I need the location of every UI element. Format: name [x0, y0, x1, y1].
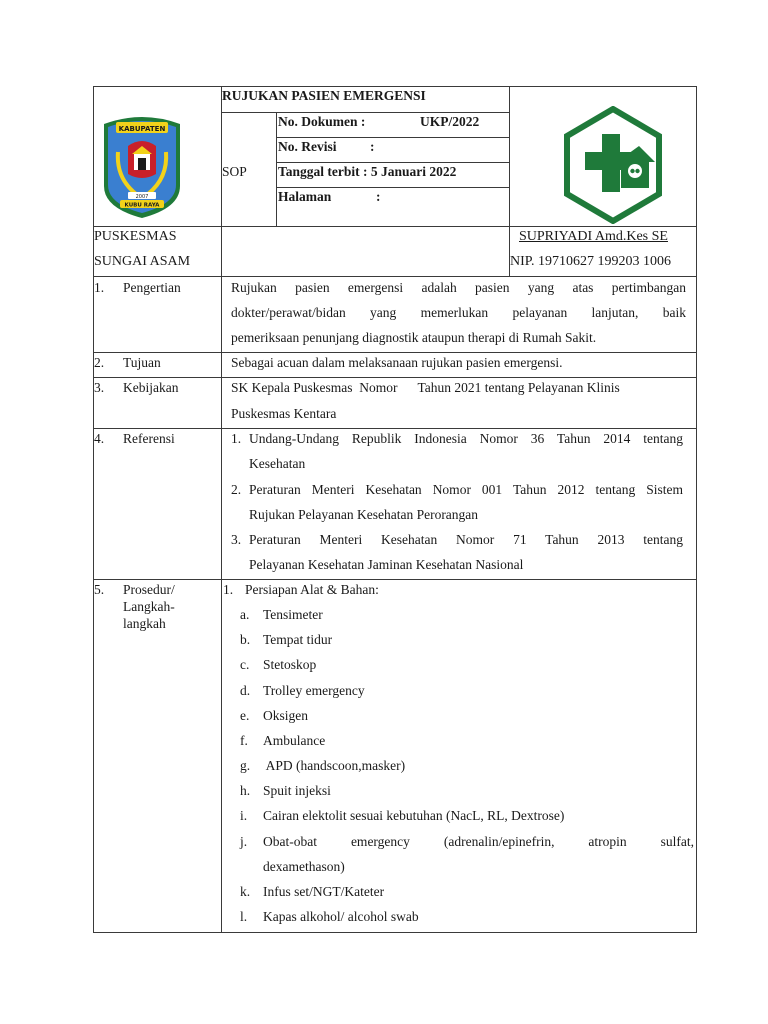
prosedur-label-line1: Prosedur/ [123, 582, 175, 597]
rule-pengertian-bottom [93, 352, 697, 353]
sop-label: SOP [222, 164, 247, 179]
rule-dokumen-bottom [276, 137, 509, 138]
tanggal-terbit: Tanggal terbit : 5 Januari 2022 [278, 164, 457, 179]
referensi-label: Referensi [123, 431, 175, 446]
alat-text: Obat-obat emergency (adrenalin/epinefrin, atropin sulfat, [263, 834, 694, 849]
alat-letter: k. [240, 884, 251, 899]
logo-text-bottom: KUBU RAYA [124, 202, 160, 209]
logo-year: 2007 [135, 194, 149, 200]
referensi-item-3-num: 3. [231, 532, 242, 547]
kebijakan-line-2: Puskesmas Kentara [231, 406, 337, 421]
referensi-item-3-line2: Pelayanan Kesehatan Jaminan Kesehatan Nasional [249, 557, 524, 572]
alat-text: Stetoskop [263, 657, 317, 672]
rule-org-bottom [93, 276, 697, 277]
referensi-item-1-num: 1. [231, 431, 242, 446]
halaman-colon: : [376, 189, 381, 204]
alat-letter: i. [240, 808, 248, 823]
alat-text: Oksigen [263, 708, 308, 723]
alat-text: Infus set/NGT/Kateter [263, 884, 385, 899]
prosedur-label-line3: langkah [123, 616, 166, 631]
border-left [93, 86, 94, 933]
halaman-label: Halaman [278, 189, 332, 204]
prosedur-label-line2: Langkah- [123, 599, 175, 614]
alat-letter: h. [240, 783, 251, 798]
alat-text: Trolley emergency [263, 683, 365, 698]
referensi-item-3-line1: Peraturan Menteri Kesehatan Nomor 71 Tahun 2013 tentang [249, 532, 683, 547]
pengertian-line-3: pemeriksaan penunjang diagnostik ataupun therapi di Rumah Sakit. [231, 330, 597, 345]
rule-referensi-bottom [93, 579, 697, 580]
referensi-item-2-num: 2. [231, 482, 242, 497]
alat-text: Cairan elektolit sesuai kebutuhan (NacL, RL, Dextrose) [263, 808, 565, 823]
alat-letter: f. [240, 733, 248, 748]
border-right [696, 86, 697, 933]
head-name: SUPRIYADI Amd.Kes SE [519, 229, 668, 244]
referensi-item-2-line2: Rujukan Pelayanan Kesehatan Perorangan [249, 507, 479, 522]
rule-revisi-bottom [276, 162, 509, 163]
rule-sop-split [276, 112, 277, 227]
rule-tanggal-bottom [276, 187, 509, 188]
kebijakan-line-1: SK Kepala Puskesmas Nomor Tahun 2021 tentang Pelayanan Klinis [231, 380, 620, 395]
rule-tujuan-bottom [93, 377, 697, 378]
prosedur-sub-title: Persiapan Alat & Bahan: [245, 582, 379, 597]
kebijakan-label: Kebijakan [123, 380, 179, 395]
referensi-item-1-line2: Kesehatan [249, 456, 306, 471]
pengertian-line-1: Rujukan pasien emergensi adalah pasien yang atas pertimbangan [231, 280, 686, 295]
alat-letter: g. [240, 758, 251, 773]
puskesmas-logo [563, 106, 663, 224]
border-bottom [93, 932, 697, 933]
prosedur-number: 5. [94, 582, 105, 597]
tujuan-number: 2. [94, 355, 105, 370]
no-revisi-colon: : [370, 139, 375, 154]
no-dokumen-label: No. Dokumen : [278, 114, 366, 129]
alat-letter: d. [240, 683, 251, 698]
kebijakan-number: 3. [94, 380, 105, 395]
rule-title-bottom [221, 112, 509, 113]
alat-letter: e. [240, 708, 250, 723]
kabupaten-logo [98, 112, 186, 220]
rule-logo-split [509, 86, 510, 277]
no-dokumen-value: UKP/2022 [420, 114, 480, 129]
referensi-item-2-line1: Peraturan Menteri Kesehatan Nomor 001 Tahun 2012 tentang Sistem [249, 482, 683, 497]
org-name-line2: SUNGAI ASAM [94, 254, 191, 269]
alat-text: Ambulance [263, 733, 326, 748]
alat-letter: a. [240, 607, 250, 622]
pengertian-number: 1. [94, 280, 105, 295]
no-revisi-label: No. Revisi [278, 139, 337, 154]
head-nip: NIP. 19710627 199203 1006 [510, 254, 672, 269]
document-title: RUJUKAN PASIEN EMERGENSI [222, 88, 426, 103]
pengertian-line-2: dokter/perawat/bidan yang memerlukan pelayanan lanjutan, baik [231, 305, 686, 320]
logo-text-top: KABUPATEN [118, 125, 166, 133]
tujuan-label: Tujuan [123, 355, 161, 370]
rule-kebijakan-bottom [93, 428, 697, 429]
alat-text: Kapas alkohol/ alcohol swab [263, 909, 419, 924]
alat-text: Tempat tidur [263, 632, 333, 647]
alat-letter: c. [240, 657, 250, 672]
org-name-line1: PUSKESMAS [94, 229, 177, 244]
alat-letter: b. [240, 632, 251, 647]
alat-text-continued: dexamethason) [263, 859, 345, 874]
rule-header-bottom [93, 226, 697, 227]
border-top [93, 86, 697, 87]
referensi-number: 4. [94, 431, 105, 446]
alat-text: Tensimeter [263, 607, 323, 622]
prosedur-sub-number: 1. [223, 582, 234, 597]
pengertian-label: Pengertian [123, 280, 181, 295]
tujuan-text: Sebagai acuan dalam melaksanaan rujukan pasien emergensi. [231, 355, 563, 370]
rule-col-split [221, 86, 222, 933]
alat-text: APD (handscoon,masker) [263, 758, 406, 773]
alat-letter: l. [240, 909, 248, 924]
alat-text: Spuit injeksi [263, 783, 331, 798]
referensi-item-1-line1: Undang-Undang Republik Indonesia Nomor 36 Tahun 2014 tentang [249, 431, 683, 446]
alat-letter: j. [240, 834, 248, 849]
